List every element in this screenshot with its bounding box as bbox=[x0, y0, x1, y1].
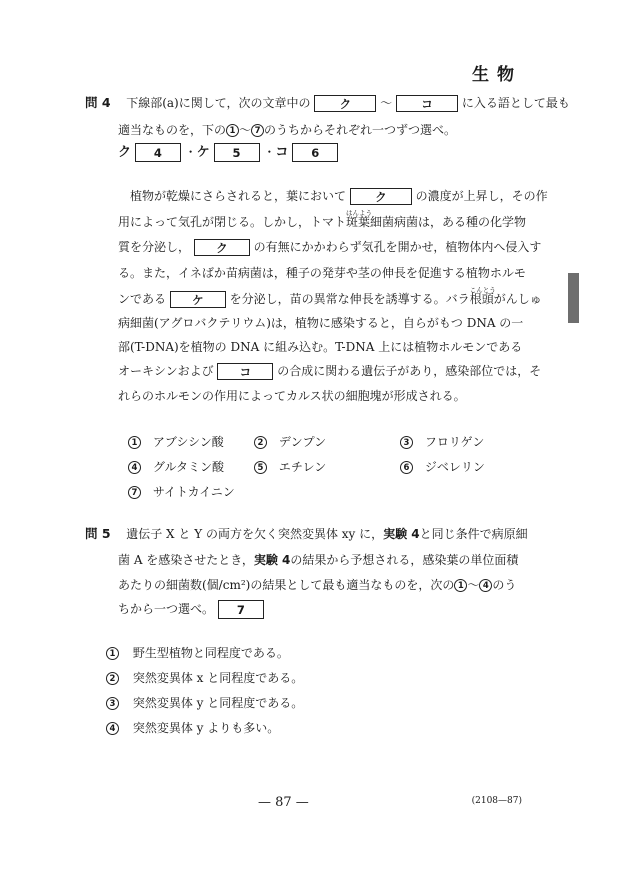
page-code: (2108—87) bbox=[471, 796, 522, 806]
passage-line-3 bbox=[118, 239, 541, 256]
answer-box-6: 6 bbox=[292, 143, 338, 162]
answer-label-ko: コ bbox=[275, 145, 289, 160]
q5-stem-text: ちから一つ選べ。 bbox=[118, 602, 215, 616]
passage-line-1 bbox=[130, 188, 548, 205]
q4-answer-boxes bbox=[118, 143, 338, 162]
q5-stem-text: の結果から予想される，感染葉の単位面積 bbox=[290, 553, 519, 567]
q5-choice-4[interactable] bbox=[106, 719, 279, 736]
q4-stem-line1 bbox=[85, 95, 570, 112]
choice-number: 2 bbox=[254, 436, 267, 449]
q5-number: 問 5 bbox=[85, 526, 111, 541]
passage-text: オーキシンおよび bbox=[118, 364, 214, 378]
blank-ku: ク bbox=[350, 188, 412, 205]
choice-text: グルタミン酸 bbox=[152, 460, 224, 474]
q4-choice-1[interactable] bbox=[128, 433, 224, 450]
ruby-reading: こんとう bbox=[469, 286, 496, 294]
choice-text: アブシシン酸 bbox=[152, 435, 224, 449]
choice-text: デンプン bbox=[278, 435, 327, 449]
choice-text: 野生型植物と同程度である。 bbox=[132, 646, 289, 660]
q5-stem-text: と同じ条件で病原細 bbox=[419, 527, 528, 541]
passage-line-5 bbox=[118, 286, 542, 308]
ruby-base: 根頭 bbox=[469, 292, 494, 306]
choice-text: 突然変異体 y よりも多い。 bbox=[132, 721, 280, 735]
separator-dot: ・ bbox=[263, 145, 276, 159]
q4-choice-7[interactable] bbox=[128, 483, 235, 500]
answer-box-7: 7 bbox=[218, 600, 264, 619]
answer-label-ku: ク bbox=[118, 145, 132, 160]
separator-dot: ・ bbox=[184, 145, 197, 159]
blank-ke: ケ bbox=[170, 291, 226, 308]
choice-number: 4 bbox=[106, 722, 119, 735]
q5-choice-1[interactable] bbox=[106, 644, 289, 661]
q4-choice-3[interactable] bbox=[400, 433, 484, 450]
q5-choice-2[interactable] bbox=[106, 669, 303, 686]
passage-line-6: 病細菌(アグロバクテリウム)は，植物に感染すると，自らがもつ DNA の一 bbox=[118, 316, 524, 330]
choice-number: 5 bbox=[254, 461, 267, 474]
choice-text: 突然変異体 y と同程度である。 bbox=[132, 696, 304, 710]
ruby-hanyou bbox=[346, 209, 373, 230]
q4-stem-line2 bbox=[118, 122, 456, 138]
blank-ko: コ bbox=[396, 95, 458, 112]
passage-text: 用によって気孔が閉じる。しかし，トマト bbox=[118, 215, 347, 229]
choice-text: エチレン bbox=[278, 460, 327, 474]
choice-number: 3 bbox=[106, 697, 119, 710]
passage-text: 細菌病菌は，ある種の化学物 bbox=[370, 215, 527, 229]
choice-number: 1 bbox=[128, 436, 141, 449]
choice-number: 4 bbox=[128, 461, 141, 474]
choice-number: 1 bbox=[106, 647, 119, 660]
passage-line-9: れらのホルモンの作用によってカルス状の細胞塊が形成される。 bbox=[118, 389, 466, 403]
passage-text: 植物が乾燥にさらされると，葉において bbox=[130, 189, 347, 203]
q5-stem-line3 bbox=[118, 577, 516, 593]
q5-stem-text: のう bbox=[492, 578, 517, 592]
page-number: — 87 — bbox=[258, 795, 309, 810]
q5-stem-text: 菌 A を感染させたとき， bbox=[118, 553, 254, 567]
blank-ku: ク bbox=[194, 239, 250, 256]
q5-choice-3[interactable] bbox=[106, 694, 303, 711]
choice-marker-4: 4 bbox=[479, 579, 492, 592]
ruby-kontou bbox=[469, 286, 496, 307]
choice-text: 突然変異体 x と同程度である。 bbox=[132, 671, 304, 685]
passage-text: 質を分泌し， bbox=[118, 240, 191, 254]
passage-line-2 bbox=[118, 209, 527, 230]
q5-stem-line2 bbox=[118, 552, 518, 568]
q5-stem-text: 遺伝子 X と Y の両方を欠く突然変異体 xy に， bbox=[126, 527, 384, 541]
q4-choice-2[interactable] bbox=[254, 433, 326, 450]
choice-number: 2 bbox=[106, 672, 119, 685]
answer-label-ke: ケ bbox=[196, 145, 210, 160]
choice-marker-1: 1 bbox=[226, 124, 239, 137]
choice-number: 6 bbox=[400, 461, 413, 474]
passage-text: ンである bbox=[118, 292, 167, 306]
range-sep: ～ bbox=[467, 578, 480, 592]
q5-stem-line1 bbox=[85, 526, 528, 542]
range-sep: ～ bbox=[239, 123, 252, 137]
answer-box-5: 5 bbox=[214, 143, 260, 162]
choice-marker-1: 1 bbox=[454, 579, 467, 592]
q5-stem-text: あたりの細菌数(個/cm²)の結果として最も適当なものを，次の bbox=[118, 578, 455, 592]
q4-choice-4[interactable] bbox=[128, 458, 224, 475]
choice-text: サイトカイニン bbox=[152, 485, 235, 499]
answer-box-4: 4 bbox=[135, 143, 181, 162]
q4-choice-6[interactable] bbox=[400, 458, 485, 475]
passage-text: を分泌し，苗の異常な伸長を誘導する。バラ bbox=[229, 292, 470, 306]
choice-text: フロリゲン bbox=[424, 435, 485, 449]
tilde: ～ bbox=[380, 96, 393, 110]
q4-choice-5[interactable] bbox=[254, 458, 326, 475]
experiment-ref: 実験 4 bbox=[383, 527, 420, 541]
ruby-reading: はんよう bbox=[346, 209, 373, 217]
passage-text: の有無にかかわらず気孔を開かせ，植物体内へ侵入す bbox=[253, 240, 542, 254]
passage-text: がんしゅ bbox=[493, 292, 542, 306]
choice-number: 7 bbox=[128, 486, 141, 499]
blank-ko: コ bbox=[217, 363, 273, 380]
passage-line-4: る。また，イネばか苗病菌は，種子の発芽や茎の伸長を促進する植物ホルモ bbox=[118, 266, 526, 280]
q4-stem-text: に入る語として最も bbox=[461, 96, 570, 110]
q4-number: 問 4 bbox=[85, 95, 111, 110]
ruby-base: 斑葉 bbox=[346, 215, 371, 229]
passage-text: の合成に関わる遺伝子があり，感染部位では，そ bbox=[277, 364, 542, 378]
q5-stem-line4 bbox=[118, 600, 264, 619]
blank-ku: ク bbox=[314, 95, 376, 112]
choice-number: 3 bbox=[400, 436, 413, 449]
passage-line-7: 部(T-DNA)を植物の DNA に組み込む。T-DNA 上には植物ホルモンである bbox=[118, 340, 523, 354]
choice-text: ジベレリン bbox=[424, 460, 485, 474]
passage-text: の濃度が上昇し，その作 bbox=[415, 189, 548, 203]
q4-stem-text: のうちからそれぞれ一つずつ選べ。 bbox=[264, 123, 457, 137]
q4-stem-text: 下線部(a)に関して，次の文章中の bbox=[126, 96, 311, 110]
q4-stem-text: 適当なものを，下の bbox=[118, 123, 227, 137]
side-index-tab bbox=[568, 273, 579, 323]
experiment-ref: 実験 4 bbox=[253, 553, 291, 567]
choice-marker-7: 7 bbox=[251, 124, 264, 137]
passage-line-8 bbox=[118, 363, 541, 380]
subject-header: 生物 bbox=[472, 65, 522, 85]
